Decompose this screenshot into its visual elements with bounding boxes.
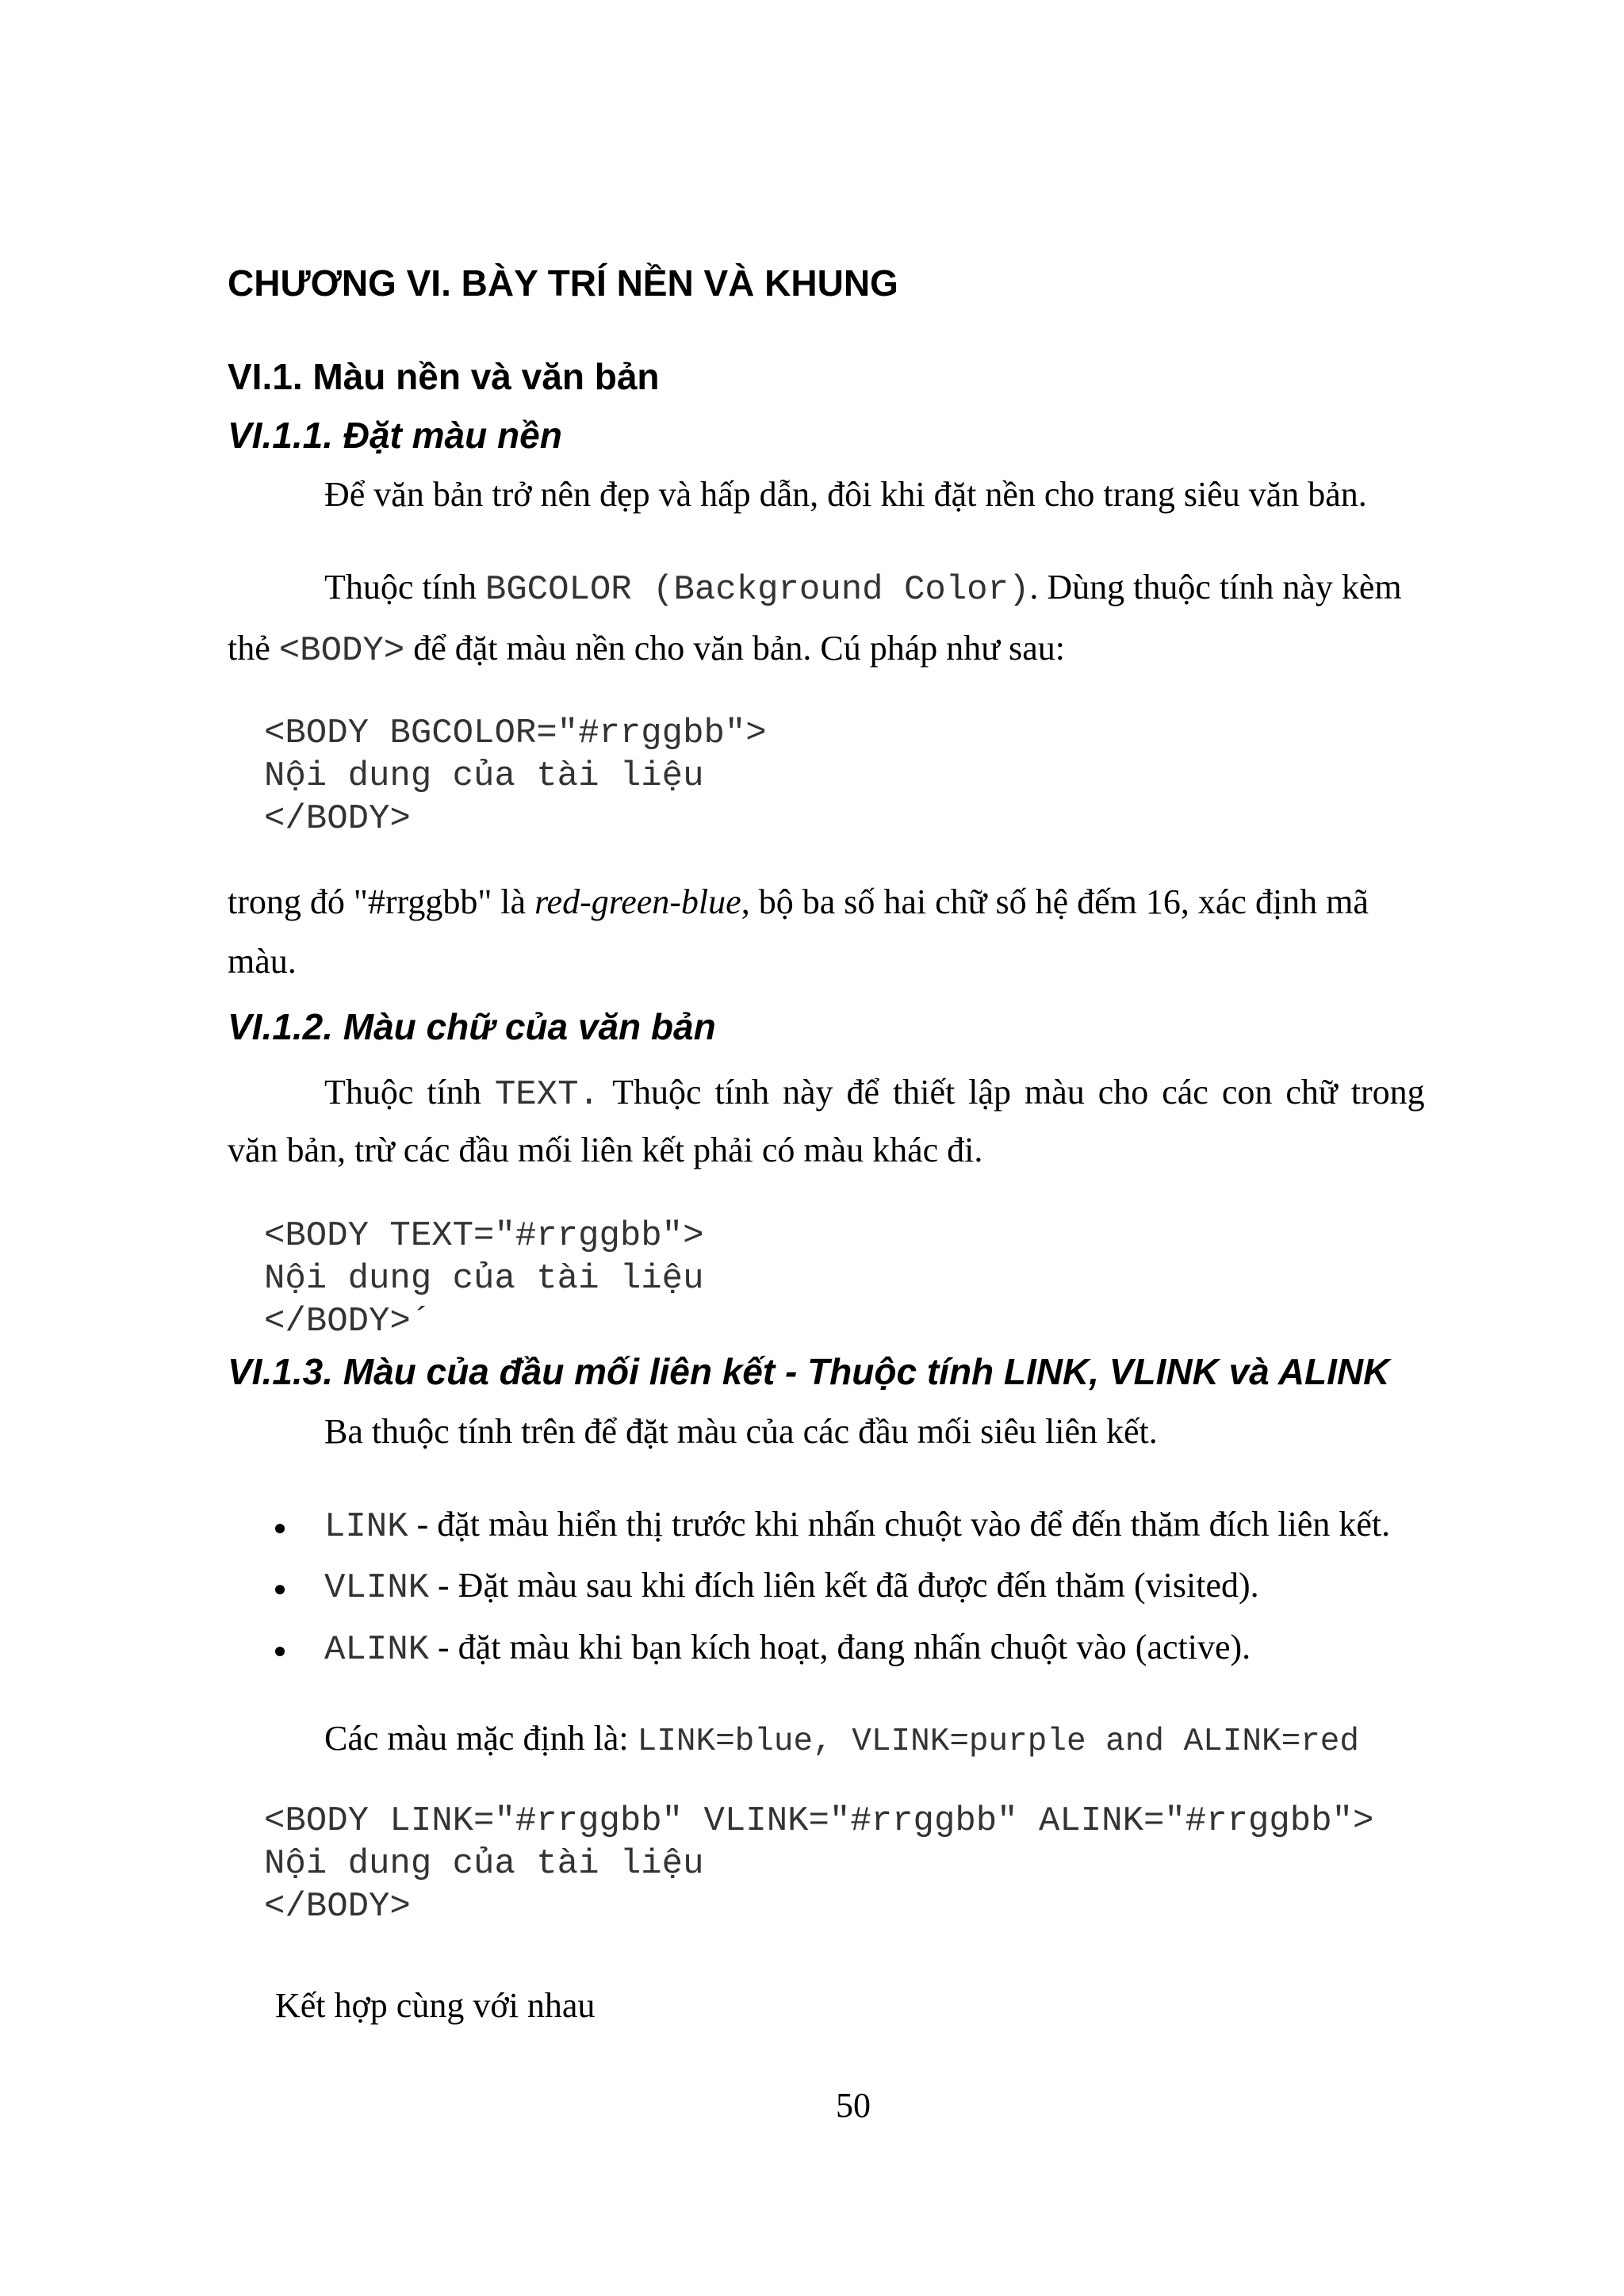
text: trong đó "#rrggbb" là [228, 882, 535, 921]
code-line: Nội dung của tài liệu [264, 1259, 704, 1299]
code-line: <BODY TEXT="#rrggbb"> [264, 1216, 704, 1256]
section-title: VI.1. Màu nền và văn bản [228, 356, 660, 397]
code-line: <BODY LINK="#rrggbb" VLINK="#rrggbb" ALINK="#rrggbb"> [264, 1801, 1374, 1841]
list-item [324, 1617, 1251, 1680]
chapter-title: CHƯƠNG VI. BÀY TRÍ NỀN VÀ KHUNG [228, 262, 898, 304]
code-line: Nội dung của tài liệu [264, 756, 704, 796]
subsection-title-2: VI.1.2. Màu chữ của văn bản [228, 1006, 716, 1047]
text: Các màu mặc định là: [324, 1719, 638, 1758]
code-block-1 [264, 712, 767, 840]
sub1-intro: Để văn bản trở nên đẹp và hấp dẫn, đôi khi đặt nền cho trang siêu văn bản. [324, 475, 1367, 514]
text: Thuộc tính [324, 568, 485, 607]
text: Thuộc tính [324, 1073, 495, 1112]
inline-code: BGCOLOR (Background Color) [485, 570, 1030, 610]
text: Thuộc tính này để thiết lập màu cho các con chữ trong [599, 1073, 1425, 1112]
text: , bộ ba số hai chữ số hệ đếm 16, xác định mã [741, 882, 1369, 921]
emphasis: red-green-blue [534, 882, 741, 921]
defaults-line [324, 1709, 1359, 1772]
inline-code: <BODY> [278, 631, 405, 671]
text: - Đặt màu sau khi đích liên kết đã được đến thăm (visited). [429, 1566, 1259, 1605]
inline-code: TEXT. [494, 1075, 599, 1115]
sub2-paragraph-line1 [324, 1062, 1425, 1125]
list-item [324, 1494, 1390, 1557]
text: . Dùng thuộc tính này kèm [1029, 568, 1402, 607]
code-line: <BODY BGCOLOR="#rrggbb"> [264, 714, 767, 753]
sub2-paragraph-line2: văn bản, trừ các đầu mối liên kết phải có màu khác đi. [228, 1131, 983, 1169]
bullet-icon [275, 1524, 285, 1533]
inline-code: LINK [324, 1507, 408, 1547]
sub3-intro: Ba thuộc tính trên để đặt màu của các đầu mối siêu liên kết. [324, 1412, 1158, 1451]
code-line: </BODY>´ [264, 1302, 432, 1341]
bullet-icon [275, 1585, 285, 1594]
inline-code: LINK=blue, VLINK=purple and ALINK=red [637, 1724, 1360, 1760]
closing-text: Kết hợp cùng với nhau [275, 1986, 596, 2025]
list-item [324, 1556, 1259, 1618]
code-line: </BODY> [264, 799, 411, 839]
text: - đặt màu khi bạn kích hoạt, đang nhấn chuột vào (active). [429, 1628, 1251, 1667]
subsection-title-1: VI.1.1. Đặt màu nền [228, 415, 562, 456]
code-line: Nội dung của tài liệu [264, 1844, 704, 1884]
code-block-3 [264, 1800, 1373, 1928]
sub1-paragraph-line1 [324, 557, 1402, 620]
text: - đặt màu hiển thị trước khi nhấn chuột vào để đến thăm đích liên kết. [408, 1505, 1391, 1544]
sub1-after-line2: màu. [228, 942, 297, 981]
text: để đặt màu nền cho văn bản. Cú pháp như sau: [404, 629, 1065, 668]
bullet-icon [275, 1647, 285, 1656]
sub1-paragraph-line2 [228, 618, 1065, 681]
sub1-after-line1 [228, 872, 1369, 932]
inline-code: VLINK [324, 1568, 430, 1608]
page-number: 50 [836, 2086, 871, 2125]
text: thẻ [228, 629, 279, 668]
code-block-2 [264, 1215, 704, 1343]
subsection-title-3: VI.1.3. Màu của đầu mối liên kết - Thuộc tính LINK, VLINK và ALINK [228, 1351, 1390, 1392]
inline-code: ALINK [324, 1630, 430, 1670]
code-line: </BODY> [264, 1887, 411, 1927]
